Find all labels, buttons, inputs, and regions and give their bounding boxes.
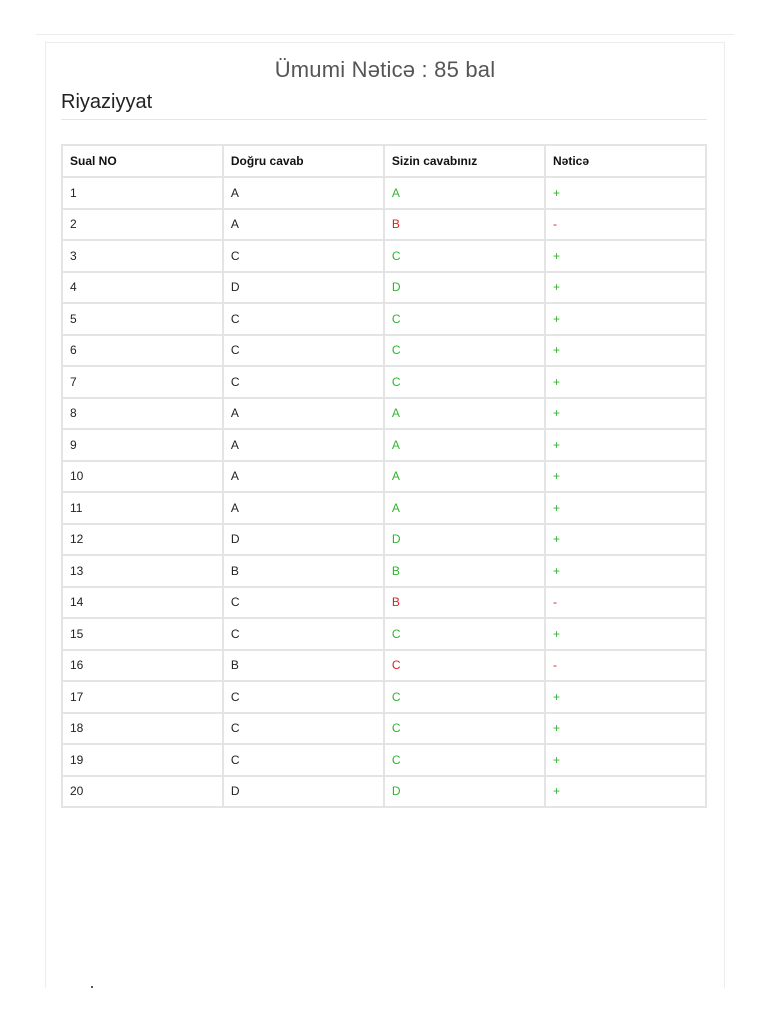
correct-answer-cell: C: [223, 618, 384, 650]
table-row: [62, 335, 706, 367]
correct-answer-cell: C: [223, 587, 384, 619]
column-header-your-answer: Sizin cavabınız: [384, 145, 545, 177]
your-answer-cell: C: [384, 335, 545, 367]
table-row: [62, 461, 706, 493]
question-number-cell: 18: [62, 713, 223, 745]
question-number-cell: 1: [62, 177, 223, 209]
question-number-cell: 9: [62, 429, 223, 461]
table-row: [62, 366, 706, 398]
your-answer-cell: C: [384, 744, 545, 776]
table-row: [62, 587, 706, 619]
correct-answer-cell: C: [223, 681, 384, 713]
result-mark-cell: +: [545, 429, 706, 461]
table-row: [62, 713, 706, 745]
correct-answer-cell: A: [223, 209, 384, 241]
result-mark-cell: +: [545, 681, 706, 713]
result-mark-cell: +: [545, 366, 706, 398]
table-row: [62, 177, 706, 209]
results-panel: [45, 42, 725, 988]
your-answer-cell: D: [384, 272, 545, 304]
correct-answer-cell: B: [223, 555, 384, 587]
results-table: [61, 144, 707, 808]
your-answer-cell: C: [384, 618, 545, 650]
correct-answer-cell: A: [223, 177, 384, 209]
result-mark-cell: +: [545, 555, 706, 587]
table-row: [62, 650, 706, 682]
result-mark-cell: +: [545, 177, 706, 209]
table-row: [62, 681, 706, 713]
result-mark-cell: +: [545, 713, 706, 745]
column-header-correct-answer: Doğru cavab: [223, 145, 384, 177]
correct-answer-cell: C: [223, 303, 384, 335]
question-number-cell: 7: [62, 366, 223, 398]
correct-answer-cell: A: [223, 461, 384, 493]
your-answer-cell: A: [384, 177, 545, 209]
correct-answer-cell: D: [223, 776, 384, 808]
correct-answer-cell: D: [223, 272, 384, 304]
subject-divider: [61, 119, 707, 120]
your-answer-cell: A: [384, 429, 545, 461]
your-answer-cell: C: [384, 366, 545, 398]
your-answer-cell: C: [384, 713, 545, 745]
table-row: [62, 272, 706, 304]
table-row: [62, 303, 706, 335]
top-divider: [36, 34, 734, 35]
question-number-cell: 11: [62, 492, 223, 524]
question-number-cell: 6: [62, 335, 223, 367]
question-number-cell: 4: [62, 272, 223, 304]
result-mark-cell: +: [545, 272, 706, 304]
correct-answer-cell: C: [223, 240, 384, 272]
table-row: [62, 744, 706, 776]
stray-mark: [91, 986, 93, 988]
your-answer-cell: B: [384, 587, 545, 619]
correct-answer-cell: C: [223, 366, 384, 398]
table-row: [62, 492, 706, 524]
result-mark-cell: +: [545, 776, 706, 808]
question-number-cell: 8: [62, 398, 223, 430]
your-answer-cell: C: [384, 303, 545, 335]
your-answer-cell: D: [384, 524, 545, 556]
question-number-cell: 2: [62, 209, 223, 241]
your-answer-cell: C: [384, 681, 545, 713]
your-answer-cell: A: [384, 461, 545, 493]
correct-answer-cell: A: [223, 492, 384, 524]
result-mark-cell: +: [545, 618, 706, 650]
results-table-body: [62, 177, 706, 807]
result-mark-cell: +: [545, 524, 706, 556]
result-mark-cell: +: [545, 398, 706, 430]
table-row: [62, 524, 706, 556]
question-number-cell: 3: [62, 240, 223, 272]
question-number-cell: 16: [62, 650, 223, 682]
question-number-cell: 20: [62, 776, 223, 808]
question-number-cell: 15: [62, 618, 223, 650]
table-row: [62, 398, 706, 430]
total-result-title: Ümumi Nəticə : 85 bal: [274, 57, 496, 82]
table-row: [62, 429, 706, 461]
your-answer-cell: B: [384, 209, 545, 241]
question-number-cell: 5: [62, 303, 223, 335]
your-answer-cell: C: [384, 650, 545, 682]
question-number-cell: 10: [62, 461, 223, 493]
correct-answer-cell: B: [223, 650, 384, 682]
result-mark-cell: +: [545, 303, 706, 335]
correct-answer-cell: D: [223, 524, 384, 556]
question-number-cell: 14: [62, 587, 223, 619]
your-answer-cell: A: [384, 398, 545, 430]
correct-answer-cell: A: [223, 398, 384, 430]
correct-answer-cell: C: [223, 744, 384, 776]
your-answer-cell: C: [384, 240, 545, 272]
subject-title: Riyaziyyat: [61, 91, 153, 113]
table-row: [62, 618, 706, 650]
column-header-result: Nəticə: [545, 145, 706, 177]
correct-answer-cell: A: [223, 429, 384, 461]
your-answer-cell: D: [384, 776, 545, 808]
correct-answer-cell: C: [223, 335, 384, 367]
result-mark-cell: +: [545, 461, 706, 493]
table-row: [62, 555, 706, 587]
result-mark-cell: -: [545, 650, 706, 682]
your-answer-cell: A: [384, 492, 545, 524]
result-mark-cell: -: [545, 209, 706, 241]
table-header-row: [62, 145, 706, 177]
result-mark-cell: +: [545, 240, 706, 272]
question-number-cell: 19: [62, 744, 223, 776]
result-mark-cell: +: [545, 335, 706, 367]
result-mark-cell: -: [545, 587, 706, 619]
table-row: [62, 776, 706, 808]
table-row: [62, 209, 706, 241]
result-mark-cell: +: [545, 744, 706, 776]
table-row: [62, 240, 706, 272]
question-number-cell: 13: [62, 555, 223, 587]
your-answer-cell: B: [384, 555, 545, 587]
column-header-question-no: Sual NO: [62, 145, 223, 177]
question-number-cell: 17: [62, 681, 223, 713]
question-number-cell: 12: [62, 524, 223, 556]
correct-answer-cell: C: [223, 713, 384, 745]
result-mark-cell: +: [545, 492, 706, 524]
